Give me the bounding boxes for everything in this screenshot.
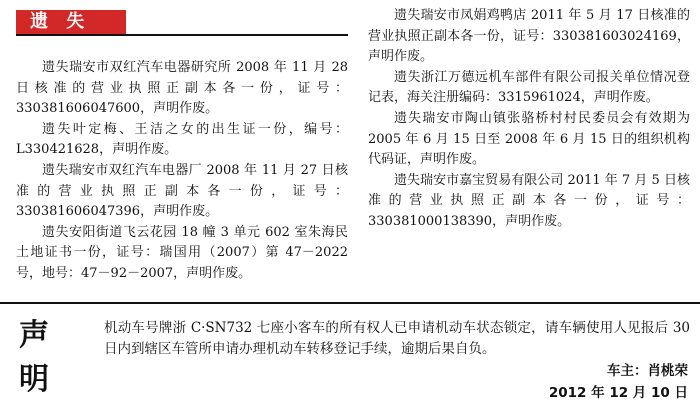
declaration-section: [0, 304, 700, 412]
declaration-badge-top: 声: [19, 318, 49, 353]
right-notice-column: [368, 6, 690, 233]
lost-notice-item: 遗失安阳街道飞云花园 18 幢 3 单元 602 室朱海民土地证书一份，证号：瑞国用（2007）第 47－2022 号，地号：47－92－2007，声明作废。: [16, 224, 348, 281]
lost-notice-item: 遗失瑞安市凤娟鸡鸭店 2011 年 5 月 17 日核准的营业执照正副本各一份，证号：330381603024169，声明作废。: [368, 8, 690, 65]
left-notice-column: [16, 58, 348, 285]
lost-notice-title: 遗 失: [16, 10, 126, 34]
declaration-badge-bottom: 明: [19, 362, 49, 397]
lost-notice-item: 遗失叶定梅、王洁之女的出生证一份，编号：L330421628，声明作废。: [16, 121, 348, 158]
lost-notice-header: [16, 10, 348, 36]
lost-notice-item: 遗失瑞安市陶山镇张骆桥村村民委员会有效期为 2005 年 6 月 15 日至 2008 年 6 月 15 日的组织机构代码证，声明作废。: [368, 110, 690, 168]
declaration-signature: [549, 360, 688, 404]
declaration-owner: 车主：肖桃荣: [607, 363, 688, 379]
declaration-date: 2012 年 12 月 10 日: [548, 385, 688, 401]
lost-notice-item: 遗失浙江万德远机车部件有限公司报关单位情况登记表，海关注册编码：3315961024，声明作废。: [368, 69, 690, 106]
lost-notice-item: 遗失瑞安市嘉宝贸易有限公司 2011 年 7 月 5 日核准的营业执照正副本各一份，证号：330381000138390，声明作废。: [368, 172, 690, 229]
declaration-text: 机动车号牌浙 C·SN732 七座小客车的所有权人已申请机动车状态锁定，请车辆使用人见报后 30 日内到辖区车管所申请办理机动车转移登记手续，逾期后果自负。: [104, 320, 690, 357]
lost-notice-item: 遗失瑞安市双红汽车电器厂 2008 年 11 月 27 日核准的营业执照正副本各一份，证号：330381606047396，声明作废。: [16, 162, 348, 220]
lost-notice-item: 遗失瑞安市双红汽车电器研究所 2008 年 11 月 28 日核准的营业执照正副本各一份，证号：330381606047600，声明作废。: [16, 60, 348, 117]
declaration-badge: [12, 314, 56, 402]
declaration-body: [104, 318, 690, 360]
